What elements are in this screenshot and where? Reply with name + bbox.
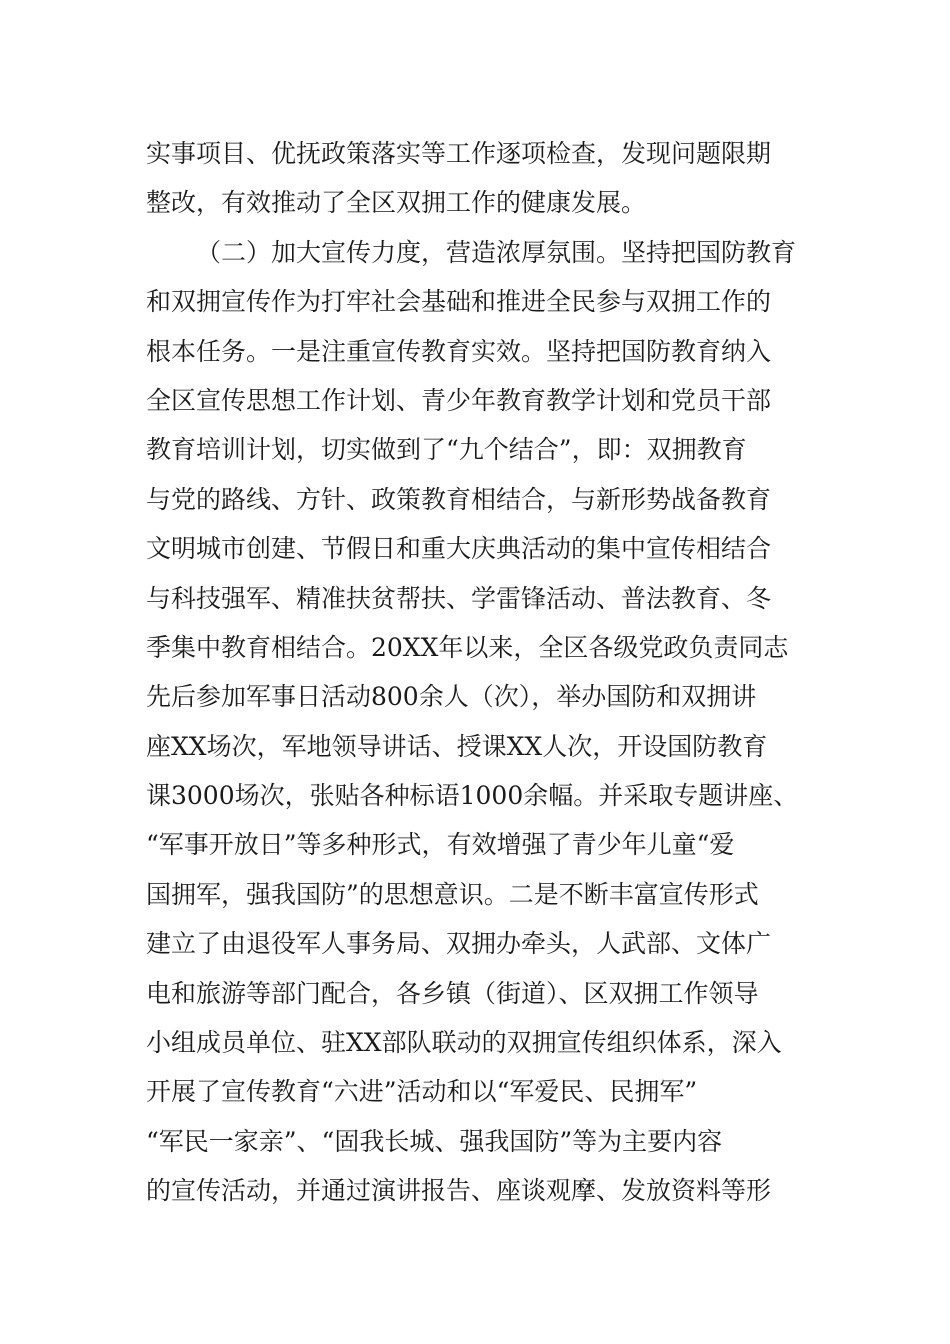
text-line: 开展了宣传教育“六进”活动和以“军爱民、民拥军”: [146, 1077, 698, 1107]
text-line: 与科技强军、精准扶贫帮扶、学雷锋活动、普法教育、冬: [146, 583, 772, 613]
text-line: 实事项目、优抚政策落实等工作逐项检查，发现问题限期: [146, 139, 772, 168]
text-line: 座XX场次，军地领导讲话、授课XX人次，开设国防教育: [146, 731, 768, 761]
text-line: 小组成员单位、驻XX部队联动的双拥宣传组织体系，深入: [146, 1028, 782, 1058]
text-line: 先后参加军事日活动800余人（次），举办国防和双拥讲: [146, 682, 757, 712]
text-line: 电和旅游等部门配合，各乡镇（街道）、区双拥工作领导: [146, 978, 759, 1008]
text-line: “军事开放日”等多种形式，有效增强了青少年儿童“爱: [146, 830, 735, 860]
text-line: 建立了由退役军人事务局、双拥办牵头，人武部、文体广: [146, 929, 772, 959]
text-line: 和双拥宣传作为打牢社会基础和推进全民参与双拥工作的: [146, 287, 772, 317]
text-line: 国拥军，强我国防”的思想意识。二是不断丰富宣传形式: [146, 879, 759, 909]
text-line: 全区宣传思想工作计划、青少年教育教学计划和党员干部: [146, 385, 772, 415]
text-line: 与党的路线、方针、政策教育相结合，与新形势战备教育: [146, 484, 772, 514]
text-line: 文明城市创建、节假日和重大庆典活动的集中宣传相结合: [146, 534, 772, 564]
text-line: 课3000场次，张贴各种标语1000余幅。并采取专题讲座、: [146, 781, 799, 811]
section-heading-line: （二）加大宣传力度，营造浓厚氛围。坚持把国防教育: [196, 237, 797, 267]
text-line: “军民一家亲”、“固我长城、强我国防”等为主要内容: [146, 1126, 723, 1156]
text-line: 季集中教育相结合。20XX年以来，全区各级党政负责同志: [146, 632, 789, 662]
text-line: 的宣传活动，并通过演讲报告、座谈观摩、发放资料等形: [146, 1176, 772, 1206]
body-text: [146, 129, 826, 1216]
text-line: 根本任务。一是注重宣传教育实效。坚持把国防教育纳入: [146, 336, 772, 366]
text-line: 教育培训计划，切实做到了“九个结合”，即：双拥教育: [146, 435, 747, 465]
text-line: 整改，有效推动了全区双拥工作的健康发展。: [146, 188, 647, 218]
